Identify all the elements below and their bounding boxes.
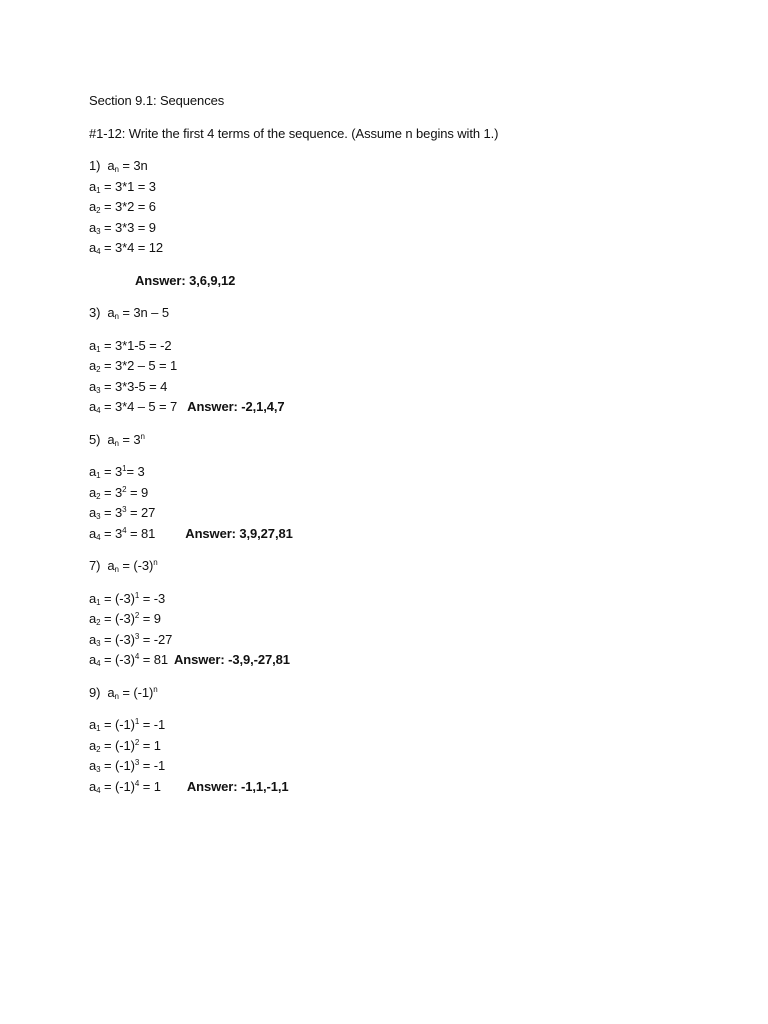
- term-row: $a_2 = (-3)^2 = 9$: [89, 611, 161, 627]
- term-row: $a_4 = 3*4 = 12$: [89, 240, 164, 256]
- term-row: $a_1 = 3*1 = 3$: [89, 178, 156, 195]
- document-body: [89, 91, 729, 797]
- problem-7: [89, 556, 729, 671]
- page-title: Section 9.1: Sequences: [89, 93, 225, 108]
- term-row: $a_4 = (-3)^4 = 81$ Answer: -3,9,-27,81: [89, 652, 290, 668]
- term-row: $a_2 = (-1)^2 = 1$: [89, 737, 161, 754]
- problem-formula: 1) $a_n = 3n$: [89, 158, 148, 174]
- term-row: $a_2 = 3*2 - 5 = 1$: [89, 358, 178, 374]
- problem-formula: 9) $a_n = (-1)^n$: [89, 684, 158, 701]
- term-row: $a_2 = 3*2 = 6$: [89, 199, 156, 215]
- answer: Answer: -2,1,4,7: [187, 399, 285, 414]
- term-row: $a_3 = (-1)^3 = -1$: [89, 758, 166, 774]
- problem-formula: 5) $a_n = 3^n$: [89, 431, 145, 448]
- term-row: $a_3 = (-3)^3 = -27$: [89, 631, 173, 648]
- term-row: $a_1 = 3*1-5 = -2$: [89, 337, 172, 354]
- answer: Answer: -3,9,-27,81: [173, 652, 290, 667]
- problem-3: [89, 303, 729, 418]
- problem-9: [89, 683, 729, 798]
- problem-5: [89, 430, 729, 545]
- answer: Answer: 3,9,27,81: [185, 525, 293, 541]
- answer: Answer: 3,6,9,12: [135, 272, 236, 288]
- term-row: $a_2 = 3^2 = 9$: [89, 484, 149, 501]
- instructions: #1-12: Write the first 4 terms of the sequence. (Assume n begins with 1.): [89, 125, 499, 141]
- term-row: $a_4 = 3*4 - 5 = 7$ Answer: -2,1,4,7: [89, 399, 285, 415]
- problem-formula: 7) $a_n = (-3)^n$: [89, 558, 158, 574]
- term-row: $a_1 = (-1)^1 = -1$: [89, 717, 166, 733]
- term-row: $a_1 = 3^1= 3$: [89, 464, 145, 480]
- term-row: $a_4 = (-1)^4 = 1$ Answer: -1,1,-1,1: [89, 778, 289, 795]
- problem-formula: 3) $a_n = 3n - 5$: [89, 305, 169, 321]
- problem-1: [89, 156, 729, 291]
- answer: Answer: -1,1,-1,1: [186, 778, 289, 794]
- term-row: $a_3 = 3*3 = 9$: [89, 219, 156, 236]
- term-row: $a_3 = 3^3 = 27$: [89, 505, 156, 521]
- term-row: $a_1 = (-3)^1 = -3$: [89, 590, 166, 607]
- term-row: $a_3 = 3*3-5 = 4$: [89, 378, 168, 395]
- term-row: $a_4 = 3^4 = 81$ Answer: 3,9,27,81: [89, 525, 293, 542]
